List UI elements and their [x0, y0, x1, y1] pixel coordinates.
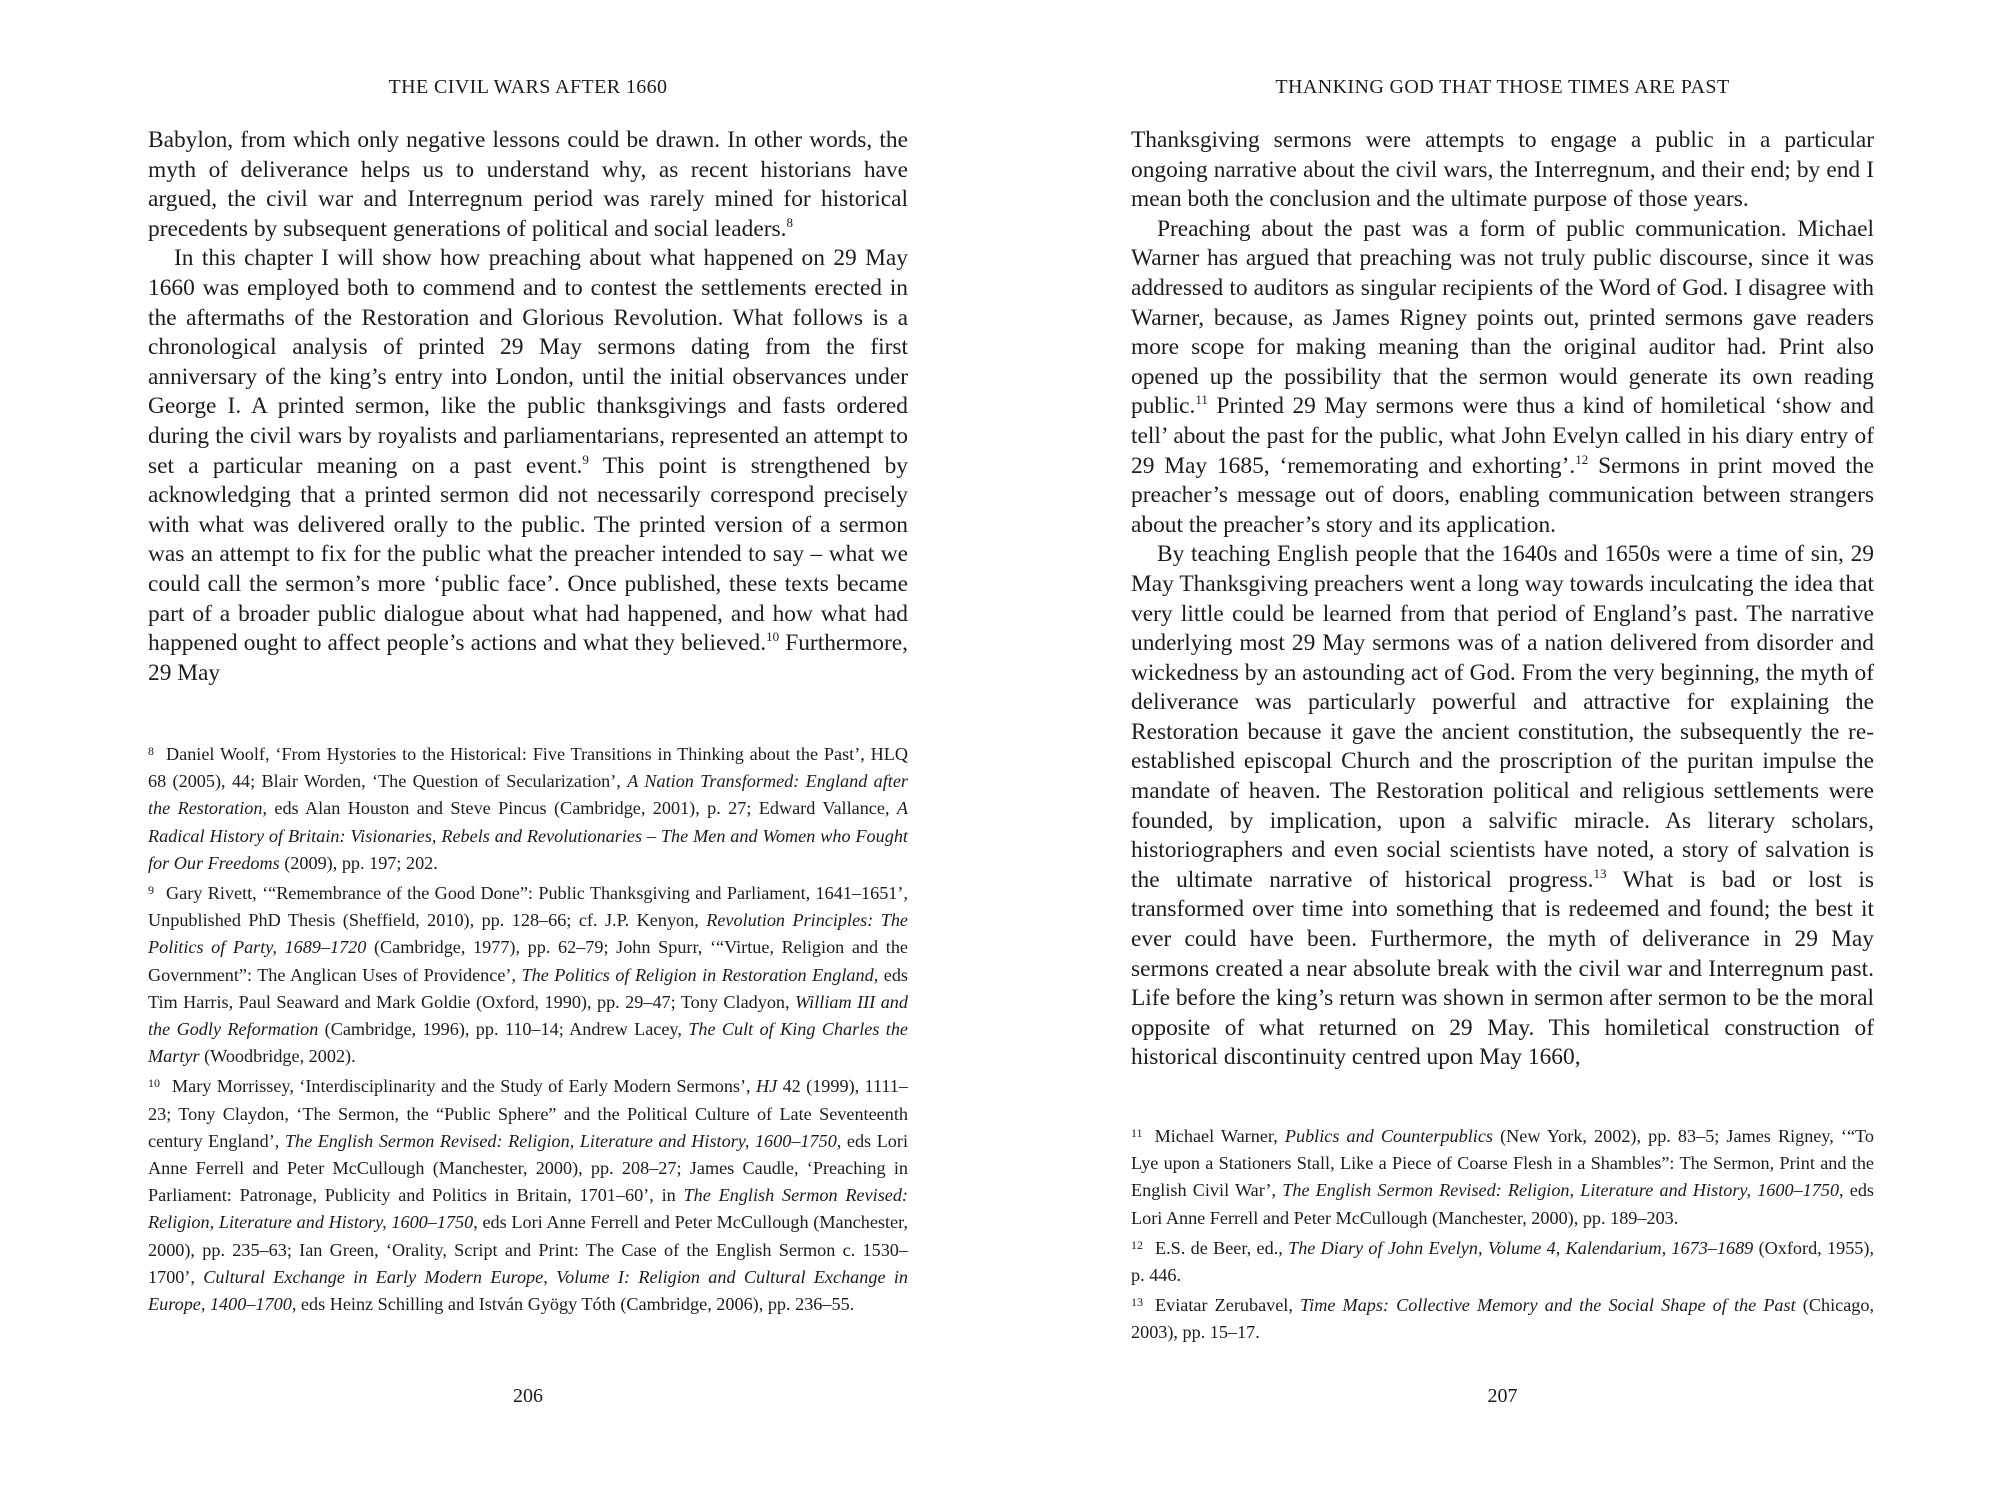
footnote-title: A Radical History of Britain: Visionaries, Rebels and Revolutionaries – The Men and Women who Fought for Our Freedoms	[148, 798, 908, 873]
footnote	[148, 738, 908, 877]
footnote-text: Michael Warner,	[1154, 1126, 1285, 1146]
footnote-text: , eds Lori Anne Ferrell and Peter McCullough (Manchester, 2000), pp. 208–27; James Caudle, ‘Preaching in Parliament: Patronage, Publicity and Politics in Britain, 1701–60’, in	[148, 1130, 909, 1206]
footnote-text: 42 (1999), 1111–23; Tony Claydon, ‘The Sermon, the “Public Sphere” and the Political Culture of Late Seventeenth century England’,	[148, 1076, 908, 1151]
paragraph: By teaching English people that the 1640s and 1650s were a time of sin, 29 May Thanksgiving preachers went a long way towards inculcating the idea that very little could be learned from that period of England’s past. The narrative underlying most 29 May sermons was of a nation delivered from disorder and wickedness by an astounding act of God. From the very beginning, the myth of deliverance was particularly powerful and attractive for explaining the Restoration because it gave the ancient constitution, the subsequently the re-established episcopal Church and the proscription of the puritan impulse the mandate of heaven. The Restoration political and religious settlements were founded, by implication, upon a salvific miracle. As literary scholars, historiographers and even social scientists have noted, a story of salvation is the ultimate narrative of historical progress.$^{13}$ What is bad or lost is transformed over time into something that is redeemed and found; the best it ever could have been. Furthermore, the myth of deliverance in 29 May sermons created a near absolute break with the civil war and Interregnum past. Life before the king’s return was shown in sermon after sermon to be the moral opposite of what returned on 29 May. This homiletical construction of historical discontinuity centred upon May 1660,	[1131, 541, 1874, 1071]
page-number: 206	[513, 1385, 543, 1407]
paragraph: Thanksgiving sermons were attempts to engage a public in a particular ongoing narrative about the civil wars, the Interregnum, and their end; by end I mean both the conclusion and the ultimate purpose of those years.	[1131, 127, 1874, 213]
note-reference[interactable]: 12	[1575, 451, 1589, 467]
footnote-title: Revolution Principles: The Politics of Party, 1689–1720	[148, 910, 909, 958]
body-text	[148, 126, 908, 688]
body-text	[1131, 126, 1874, 1073]
page-number: 207	[1487, 1385, 1518, 1407]
footnote-number: 10	[148, 1076, 160, 1091]
paragraph: Preaching about the past was a form of public communication. Michael Warner has argued that preaching was not truly public discourse, since it was addressed to auditors as singular recipients of the Word of God. I disagree with Warner, because, as James Rigney points out, printed sermons gave readers more scope for making meaning than the original auditor had. Print also opened up the possibility that the sermon would generate its own reading public.$^{11}$ Printed 29 May sermons were thus a kind of homiletical ‘show and tell’ about the past for the public, what John Evelyn called in his diary entry of 29 May 1685, ‘rememorating and exhorting’.$^{12}$ Sermons in print moved the preacher’s message out of doors, enabling communication between strangers about the preacher’s story and its application.	[1131, 215, 1874, 538]
footnote-title: Publics and Counterpublics	[1284, 1126, 1493, 1146]
footnote-text: , eds Tim Harris, Paul Seaward and Mark Goldie (Oxford, 1990), pp. 29–47; Tony Cladyon,	[148, 964, 908, 1012]
note-reference[interactable]: 9	[582, 451, 589, 467]
note-reference[interactable]: 11	[1195, 392, 1208, 408]
footnote	[148, 877, 908, 1070]
footnote-title: The Cult of King Charles the Martyr	[148, 1019, 908, 1067]
footnote-text: , eds Heinz Schilling and István Gyögy Tóth (Cambridge, 2006), pp. 236–55.	[291, 1294, 855, 1315]
footnote-text: (Chicago, 2003), pp. 15–17.	[1131, 1295, 1875, 1343]
footnote-text: (Cambridge, 1996), pp. 110–14; Andrew Lacey,	[318, 1019, 689, 1040]
footnote-text: Daniel Woolf, ‘From Hystories to the Historical: Five Transitions in Thinking about the Past’, HLQ 68 (2005), 44; Blair Worden, ‘The Question of Secularization’,	[148, 744, 908, 792]
left-page	[148, 0, 908, 1500]
right-page	[1131, 0, 1874, 1500]
footnote-text: , eds Lori Anne Ferrell and Peter McCullough (Manchester, 2000), pp. 189–203.	[1131, 1180, 1874, 1228]
footnote-number: 12	[1131, 1237, 1143, 1252]
footnote-title: A Nation Transformed: England after the Restoration	[148, 771, 909, 819]
footnote-title: HJ	[755, 1076, 778, 1097]
footnote-title: The Politics of Religion in Restoration England	[521, 964, 874, 985]
footnote	[148, 1070, 908, 1318]
footnote-title: The English Sermon Revised: Religion, Literature and History, 1600–1750	[284, 1130, 837, 1151]
running-head: THANKING GOD THAT THOSE TIMES ARE PAST	[1275, 76, 1730, 98]
footnote-text: (New York, 2002), pp. 83–5; James Rigney, ‘“To Lye upon a Stationers Stall, Like a Piece of Coarse Flesh in a Shambles”: The Sermon, Print and the English Civil War’,	[1131, 1126, 1874, 1201]
paragraph: In this chapter I will show how preaching about what happened on 29 May 1660 was employed both to commend and to contest the settlements erected in the aftermaths of the Restoration and Glorious Revolution. What follows is a chronological analysis of printed 29 May sermons dating from the first anniversary of the king’s entry into London, until the initial observances under George I. A printed sermon, like the public thanksgivings and fasts ordered during the civil wars by royalists and parliamentarians, represented an attempt to set a particular meaning on a past event.$^9$ This point is strengthened by acknowledging that a printed sermon did not necessarily correspond precisely with what was delivered orally to the public. The printed version of a sermon was an attempt to fix for the public what the preacher intended to say – what we could call the sermon’s more ‘public face’. Once published, these texts became part of a broader public dialogue about what had happened, and how what had happened ought to affect people’s actions and what they believed.$^{10}$ Furthermore, 29 May	[148, 245, 908, 686]
footnote	[1131, 1232, 1874, 1289]
footnote-text: E.S. de Beer, ed.,	[1155, 1237, 1289, 1258]
footnote-title: Time Maps: Collective Memory and the Social Shape of the Past	[1300, 1295, 1796, 1316]
note-reference[interactable]: 10	[766, 629, 780, 645]
footnote	[1131, 1120, 1874, 1232]
footnote-text: , eds Alan Houston and Steve Pincus (Cambridge, 2001), p. 27; Edward Vallance,	[262, 798, 897, 819]
footnote-text: Gary Rivett, ‘“Remembrance of the Good Done”: Public Thanksgiving and Parliament, 1641–1651’, Unpublished PhD Thesis (Sheffield, 2010), pp. 128–66; cf. J.P. Kenyon,	[148, 883, 908, 931]
paragraph: Babylon, from which only negative lessons could be drawn. In other words, the myth of deliverance helps us to understand why, as recent historians have argued, the civil war and Interregnum period was rarely mined for historical precedents by subsequent generations of political and social leaders.$^8$	[148, 127, 908, 242]
footnote	[1131, 1289, 1874, 1346]
footnote-number: 11	[1131, 1126, 1143, 1140]
footnote-number: 8	[148, 744, 154, 758]
footnote-number: 9	[148, 883, 154, 898]
footnote-text: (Woodbridge, 2002).	[199, 1046, 356, 1067]
footnotes	[148, 738, 908, 1318]
footnote-text: Eviatar Zerubavel,	[1155, 1295, 1301, 1316]
footnote-title: Cultural Exchange in Early Modern Europe, Volume I: Religion and Cultural Exchange in Europe, 1400–1700	[148, 1266, 908, 1315]
running-head: THE CIVIL WARS AFTER 1660	[388, 76, 668, 98]
note-reference[interactable]: 13	[1593, 865, 1607, 881]
footnote-text: Mary Morrissey, ‘Interdisciplinarity and the Study of Early Modern Sermons’,	[172, 1076, 756, 1097]
footnote-title: The English Sermon Revised: Religion, Literature and History, 1600–1750	[1282, 1180, 1840, 1201]
footnote-title: The English Sermon Revised: Religion, Literature and History, 1600–1750	[148, 1185, 908, 1233]
footnote-text: , eds Lori Anne Ferrell and Peter McCullough (Manchester, 2000), pp. 235–63; Ian Green, ‘Orality, Script and Print: The Case of the English Sermon c. 1530–1700’,	[148, 1212, 908, 1287]
footnote-text: (Oxford, 1955), p. 446.	[1131, 1237, 1874, 1286]
footnote-title: The Diary of John Evelyn, Volume 4, Kalendarium, 1673–1689	[1288, 1237, 1754, 1258]
footnote-text: (2009), pp. 197; 202.	[279, 852, 438, 873]
footnotes	[1131, 1120, 1874, 1347]
footnote-number: 13	[1131, 1295, 1143, 1310]
note-reference[interactable]: 8	[786, 214, 793, 230]
footnote-text: (Cambridge, 1977), pp. 62–79; John Spurr, ‘“Virtue, Religion and the Government”: The Anglican Uses of Providence’,	[148, 937, 908, 985]
footnote-title: William III and the Godly Reformation	[148, 991, 908, 1040]
